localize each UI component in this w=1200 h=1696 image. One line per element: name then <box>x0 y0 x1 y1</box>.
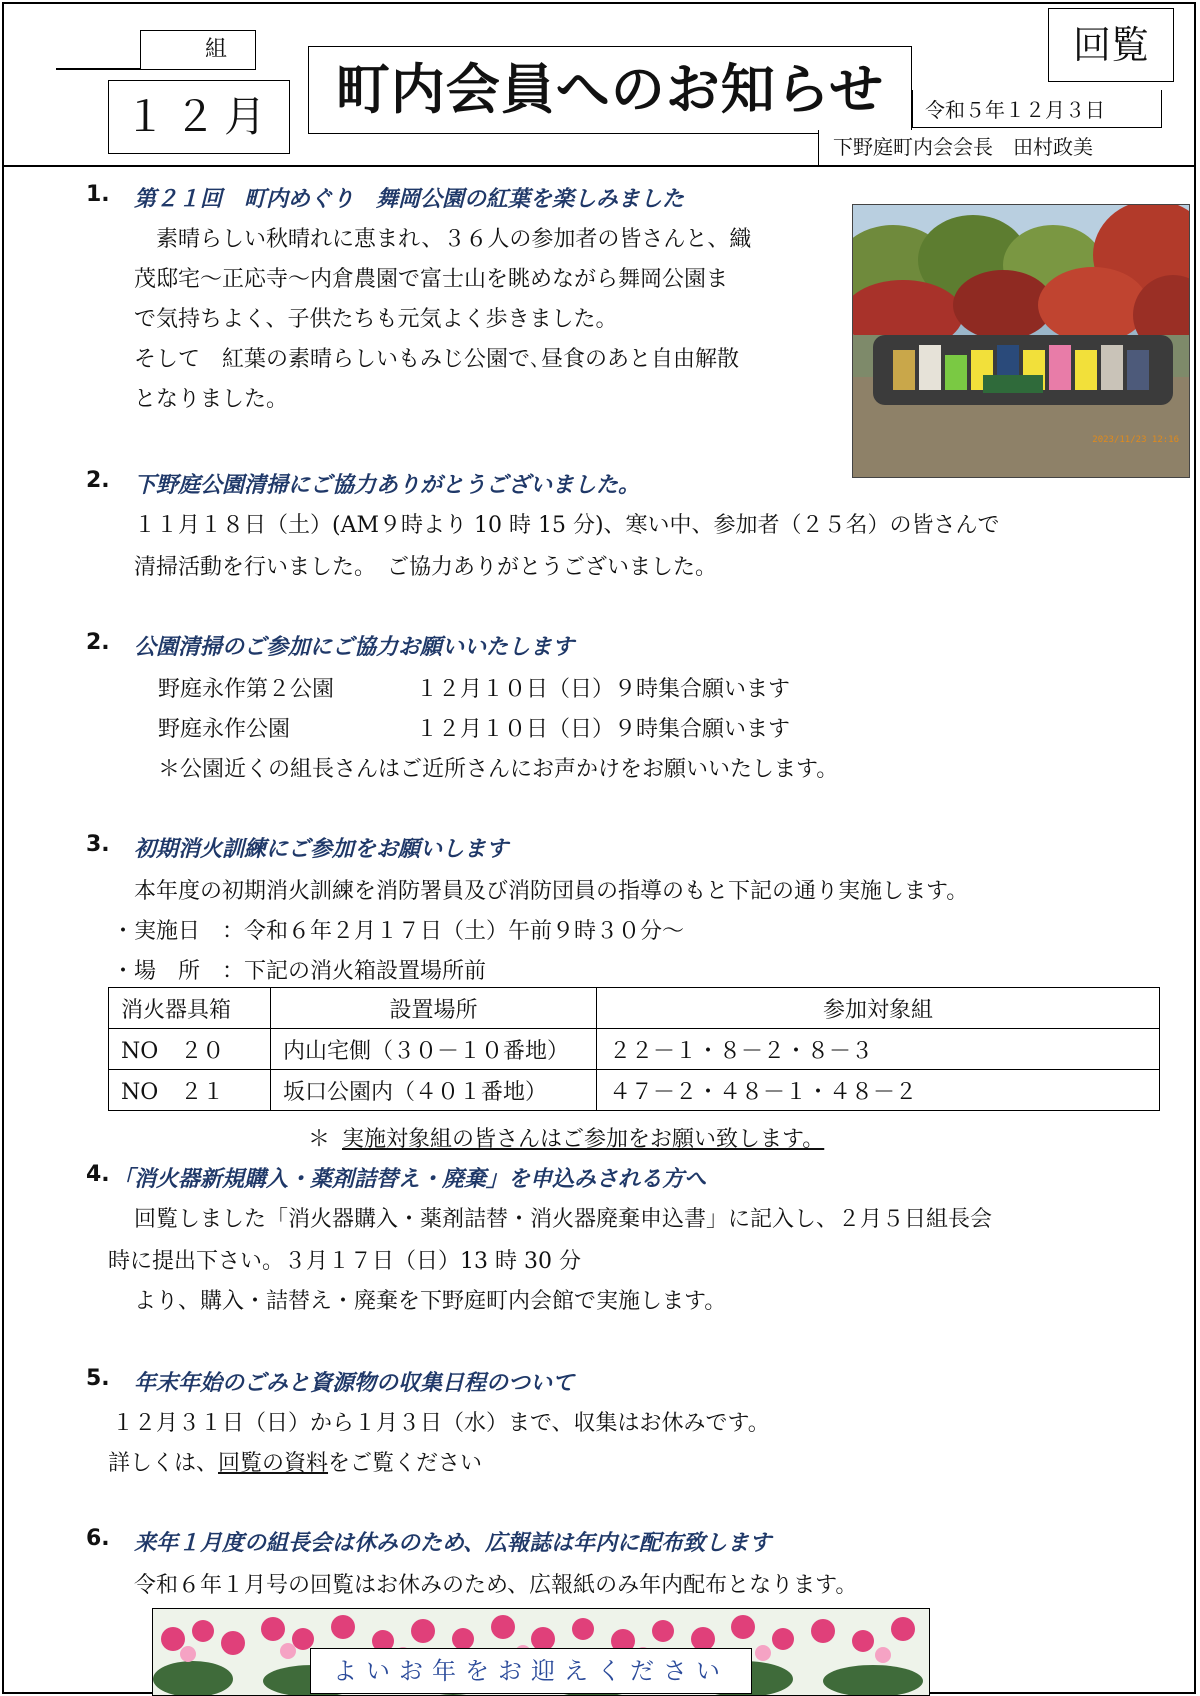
section5-line: １２月３１日（日）から１月３日（水）まで、収集はお休みです。 <box>112 1411 770 1436</box>
kumi-label: 組 <box>204 37 227 62</box>
kairan-materials-link[interactable]: 回覧の資料 <box>218 1451 329 1476</box>
section-number: 6. <box>86 1526 110 1551</box>
section2b-note: ＊公園近くの組長さんはご近所さんにお声かけをお願いいたします。 <box>158 757 839 782</box>
section-number: 2. <box>86 630 110 655</box>
park-schedule: １２月１０日（日）９時集合願います <box>416 717 791 742</box>
section3-place: ・場 所 ：下記の消火箱設置場所前 <box>112 959 487 984</box>
section5-suffix: をご覧ください <box>328 1451 483 1476</box>
park-name: 野庭永作第２公園 <box>158 677 335 702</box>
section5-heading: 年末年始のごみと資源物の収集日程のついて <box>134 1371 575 1396</box>
section-number: 5. <box>86 1366 110 1391</box>
chairperson: 下野庭町内会会長 田村政美 <box>818 130 1162 166</box>
section6-heading: 来年１月度の組長会は休みのため、広報誌は年内に配布致します <box>134 1531 772 1556</box>
section-number: 4. <box>86 1162 110 1187</box>
section1-line: となりました。 <box>134 387 289 412</box>
table-cell: NO ２０ <box>109 1029 271 1070</box>
section5-prefix: 詳しくは、 <box>108 1451 219 1476</box>
section4-line: より、購入・詰替え・廃棄を下野庭町内会館で実施します。 <box>134 1289 727 1314</box>
table-note-mark: ＊ <box>308 1127 331 1152</box>
table-note: 実施対象組の皆さんはご参加をお願い致します。 <box>342 1127 825 1152</box>
section1-line: そして 紅葉の素晴らしいもみじ公園で､昼食のあと自由解散 <box>134 347 740 372</box>
issue-date: 令和５年１２月３日 <box>912 90 1162 128</box>
kumi-box <box>140 30 256 70</box>
section4-line: 回覧しました「消火器購入・薬剤詰替・消火器廃棄申込書」に記入し、２月５日組長会 <box>134 1207 993 1232</box>
table-row <box>109 1070 1160 1111</box>
table-cell: 坂口公園内（４０１番地） <box>271 1070 597 1111</box>
table-header: 消火器具箱 <box>109 988 271 1029</box>
table-cell: ２２－１・８－２・８－３ <box>597 1029 1160 1070</box>
section4-heading: 「消火器新規購入・薬剤詰替え・廃棄」を申込みされる方へ <box>112 1167 707 1192</box>
section3-date: ・実施日 ：令和６年２月１７日（土）午前９時３０分～ <box>112 919 685 944</box>
extinguisher-table <box>108 987 1160 1111</box>
section3-heading: 初期消火訓練にご参加をお願いします <box>134 837 509 862</box>
table-header: 設置場所 <box>271 988 597 1029</box>
table-header: 参加対象組 <box>597 988 1160 1029</box>
section2b-heading: 公園清掃のご参加にご協力お願いいたします <box>134 635 575 660</box>
table-cell: 内山宅側（３０－１０番地） <box>271 1029 597 1070</box>
table-cell: NO ２１ <box>109 1070 271 1111</box>
banner-greeting: よいお年をお迎えください <box>310 1648 752 1694</box>
kumi-underline <box>56 68 146 70</box>
park-name: 野庭永作公園 <box>158 717 291 742</box>
month-box: １２月 <box>108 80 290 154</box>
section-number: 3. <box>86 832 110 857</box>
park-schedule: １２月１０日（日）９時集合願います <box>416 677 791 702</box>
table-cell: ４７－２・４８－１・４８－２ <box>597 1070 1160 1111</box>
kairan-stamp: 回覧 <box>1048 8 1174 82</box>
section2-line: 清掃活動を行いました。 ご協力ありがとうございました。 <box>134 555 718 580</box>
table-header-row <box>109 988 1160 1029</box>
section-number: 1. <box>86 182 110 207</box>
section1-line: 素晴らしい秋晴れに恵まれ、３６人の参加者の皆さんと、織 <box>134 227 752 252</box>
section1-line: で気持ちよく、子供たちも元気よく歩きました。 <box>134 307 618 332</box>
section2-heading: 下野庭公園清掃にご協力ありがとうございました。 <box>134 473 641 498</box>
section6-line: 令和６年１月号の回覧はお休みのため、広報紙のみ年内配布となります。 <box>134 1573 858 1598</box>
page-title: 町内会員へのお知らせ <box>308 46 912 134</box>
photo-timestamp: 2023/11/23 12:16 <box>1092 435 1179 445</box>
header-rule <box>4 165 1194 167</box>
section1-heading: 第２１回 町内めぐり 舞岡公園の紅葉を楽しみました <box>134 187 685 212</box>
section2-line: １１月１８日（土）(AM９時より 10 時 15 分)、寒い中、参加者（２５名）の皆さんで <box>134 513 1000 538</box>
section-number: 2. <box>86 468 110 493</box>
group-photo <box>852 204 1190 478</box>
section3-intro: 本年度の初期消火訓練を消防署員及び消防団員の指導のもと下記の通り実施します。 <box>134 879 969 904</box>
section5-line <box>108 1446 482 1477</box>
section1-line: 茂邸宅～正応寺～内倉農園で富士山を眺めながら舞岡公園ま <box>134 267 729 292</box>
table-row <box>109 1029 1160 1070</box>
section4-line: 時に提出下さい。３月１７日（日）13 時 30 分 <box>108 1249 581 1274</box>
